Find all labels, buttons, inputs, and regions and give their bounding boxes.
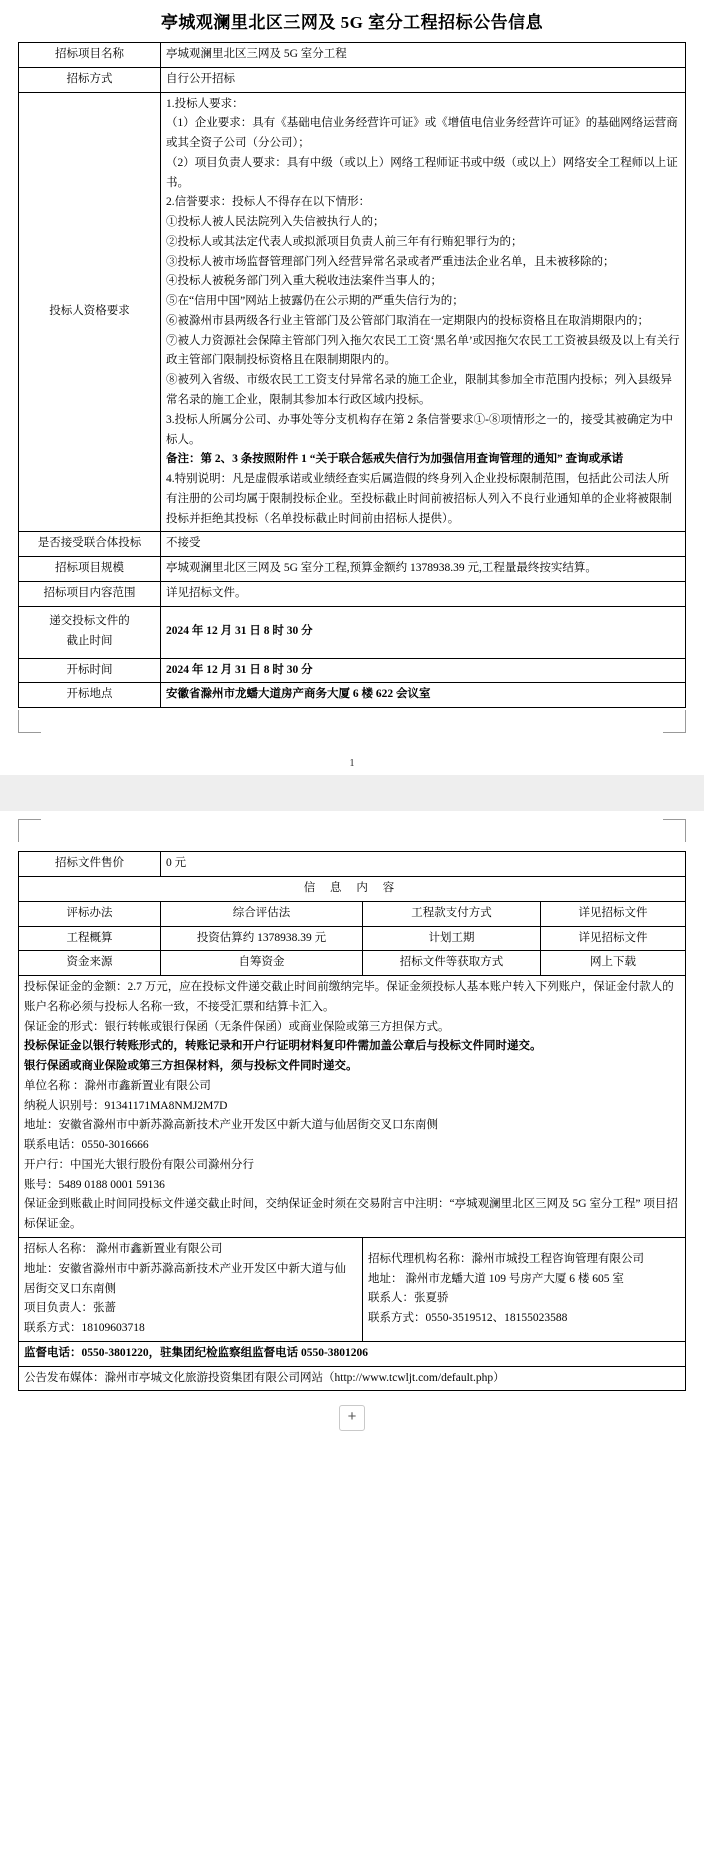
row-label: 开标时间 — [19, 658, 161, 683]
qualification-paragraph: ④投标人被税务部门列入重大税收违法案件当事人的； — [166, 275, 442, 288]
qualification-paragraph: ⑤在“信用中国”网站上披露仍在公示期的严重失信行为的； — [166, 295, 464, 308]
tenderer-line: 项目负责人：张蔷 — [24, 1302, 116, 1315]
qualification-paragraph: ②投标人或其法定代表人或拟派项目负责人前三年有行贿犯罪行为的； — [166, 235, 523, 248]
row-label: 招标项目内容范围 — [19, 581, 161, 606]
table-body-bottom — [19, 852, 686, 1391]
deadline-label-line1: 递交投标文件的 — [49, 615, 130, 628]
deadline-value: 2024 年 12 月 31 日 8 时 30 分 — [161, 606, 686, 658]
page-2 — [0, 811, 704, 1431]
table-row — [19, 901, 686, 926]
qualification-paragraph: （2）项目负责人要求：具有中级（或以上）网络工程师证书或中级（或以上）网络安全工程师以上证书。 — [166, 156, 678, 189]
table-row-supervision — [19, 1341, 686, 1366]
table-row-contacts — [19, 1237, 686, 1341]
tenderer-line: 联系方式：18109603718 — [24, 1322, 145, 1335]
row-label: 招标文件售价 — [19, 852, 161, 877]
row-value: 安徽省滁州市龙蟠大道房产商务大厦 6 楼 622 会议室 — [161, 683, 686, 708]
table-row-deadline — [19, 606, 686, 658]
agency-info — [363, 1237, 686, 1341]
page-title: 亭城观澜里北区三网及 5G 室分工程招标公告信息 — [160, 13, 544, 32]
table-row — [19, 581, 686, 606]
row-label: 开标地点 — [19, 683, 161, 708]
supervision-phone: 监督电话：0550-3801220，驻集团纪检监察组监督电话 0550-3801206 — [19, 1341, 686, 1366]
grid-label-2: 计划工期 — [363, 926, 541, 951]
table-row-deposit — [19, 976, 686, 1238]
page-1 — [0, 0, 704, 775]
publication-media: 公告发布媒体：滁州市亭城文化旅游投资集团有限公司网站（http://www.tcwljt.com/default.php） — [19, 1366, 686, 1391]
row-label: 招标项目规模 — [19, 557, 161, 582]
grid-value-2: 网上下载 — [541, 951, 686, 976]
agency-line: 联系人：张夏骄 — [368, 1292, 449, 1305]
qualification-paragraph: 2.信誉要求：投标人不得存在以下情形： — [166, 196, 371, 209]
crop-marks-top-page2 — [0, 811, 704, 851]
deposit-paragraph: 地址：安徽省滁州市中新苏滁高新技术产业开发区中新大道与仙居街交叉口东南侧 — [24, 1119, 438, 1132]
grid-value-2: 详见招标文件 — [541, 926, 686, 951]
table-row — [19, 951, 686, 976]
crop-mark-bottom-right — [663, 710, 686, 733]
row-value: 亭城观澜里北区三网及 5G 室分工程,预算金额约 1378938.39 元,工程量最终按实结算。 — [161, 557, 686, 582]
deposit-paragraph: 保证金的形式：银行转帐或银行保函（无条件保函）或商业保险或第三方担保方式。 — [24, 1020, 450, 1033]
table-row-media — [19, 1366, 686, 1391]
deposit-paragraph: 保证金到账截止时间同投标文件递交截止时间，交纳保证金时须在交易附言中注明：“亭城观澜里北区三网及 5G 室分工程” 项目招标保证金。 — [24, 1198, 678, 1231]
agency-line: 联系方式：0550-3519512、18155023588 — [368, 1312, 568, 1325]
row-label: 是否接受联合体投标 — [19, 532, 161, 557]
table-row-sale-price — [19, 852, 686, 877]
crop-mark-top-left — [18, 819, 41, 842]
table-row-qualification — [19, 92, 686, 532]
crop-mark-bottom-left — [18, 710, 41, 733]
table-row — [19, 43, 686, 68]
agency-line: 地址： 滁州市龙蟠大道 109 号房产大厦 6 楼 605 室 — [368, 1272, 624, 1285]
tender-info-table-part2 — [18, 851, 686, 1391]
agency-line: 招标代理机构名称：滁州市城投工程咨询管理有限公司 — [368, 1252, 644, 1265]
deposit-info — [19, 976, 686, 1238]
grid-label-2: 工程款支付方式 — [363, 901, 541, 926]
info-content-header: 信 息 内 容 — [19, 876, 686, 901]
table-row-info-header — [19, 876, 686, 901]
deposit-paragraph: 联系电话：0550-3016666 — [24, 1139, 149, 1152]
row-value: 自行公开招标 — [161, 67, 686, 92]
qualification-paragraph: 备注：第 2、3 条按照附件 1 “关于联合惩戒失信行为加强信用查询管理的通知” 查询或承诺 — [166, 453, 624, 466]
qualification-paragraph: ⑧被列入省级、市级农民工工资支付异常名录的施工企业，限制其参加全市范围内投标；列入县级异常名录的施工企业，限制其参加本行政区域内投标。 — [166, 374, 672, 407]
deposit-paragraph: 单位名称 ：滁州市鑫新置业有限公司 — [24, 1079, 211, 1092]
row-value: 亭城观澜里北区三网及 5G 室分工程 — [161, 43, 686, 68]
qualification-paragraph: 1.投标人要求： — [166, 97, 244, 110]
grid-label-1: 评标办法 — [19, 901, 161, 926]
add-page-button[interactable]: + — [339, 1405, 365, 1431]
deposit-paragraph: 投标保证金以银行转账形式的，转账记录和开户行证明材料复印件需加盖公章后与投标文件同时递交。 — [24, 1040, 542, 1053]
row-label: 招标方式 — [19, 67, 161, 92]
tenderer-info — [19, 1237, 363, 1341]
tenderer-line: 招标人名称： 滁州市鑫新置业有限公司 — [24, 1242, 223, 1255]
deposit-paragraph: 账号：5489 0188 0001 59136 — [24, 1178, 165, 1191]
table-row — [19, 658, 686, 683]
crop-marks-bottom-page1 — [0, 708, 704, 744]
table-row — [19, 926, 686, 951]
grid-value-1: 自筹资金 — [161, 951, 363, 976]
grid-value-1: 综合评估法 — [161, 901, 363, 926]
deposit-paragraph: 投标保证金的金额：2.7 万元，应在投标文件递交截止时间前缴纳完毕。保证金须投标人基本账户转入下列账户，保证金付款人的账户名称必须与投标人名称一致，不接受汇票和结算卡汇入。 — [24, 981, 674, 1013]
tender-info-table-part1 — [18, 42, 686, 708]
qualification-content — [161, 92, 686, 532]
grid-label-1: 资金来源 — [19, 951, 161, 976]
table-row — [19, 557, 686, 582]
qualification-paragraph: ⑥被滁州市县两级各行业主管部门及公管部门取消在一定期限内的投标资格且在取消期限内的； — [166, 314, 649, 327]
deadline-label-line2: 截止时间 — [66, 635, 113, 648]
grid-value-1: 投资估算约 1378938.39 元 — [161, 926, 363, 951]
row-value: 0 元 — [161, 852, 686, 877]
row-label: 招标项目名称 — [19, 43, 161, 68]
table-row — [19, 67, 686, 92]
table-row — [19, 532, 686, 557]
deposit-paragraph: 开户行：中国光大银行股份有限公司滁州分行 — [24, 1158, 254, 1171]
page-break-gap — [0, 775, 704, 811]
row-value: 详见招标文件。 — [161, 581, 686, 606]
deadline-label — [19, 606, 161, 658]
crop-mark-top-right — [663, 819, 686, 842]
grid-label-1: 工程概算 — [19, 926, 161, 951]
qualification-paragraph: 3.投标人所属分公司、办事处等分支机构存在第 2 条信誉要求①-⑧项情形之一的，接受其被确定为中标人。 — [166, 413, 673, 446]
qualification-paragraph: ⑦被人力资源社会保障主管部门列入拖欠农民工工资‘黑名单’或因拖欠农民工工资被县级及以上有关行政主管部门限制投标资格且在限制期限内的。 — [166, 334, 680, 367]
row-value: 不接受 — [161, 532, 686, 557]
qualification-label: 投标人资格要求 — [19, 92, 161, 532]
grid-label-2: 招标文件等获取方式 — [363, 951, 541, 976]
table-body-top — [19, 43, 686, 708]
grid-value-2: 详见招标文件 — [541, 901, 686, 926]
row-value: 2024 年 12 月 31 日 8 时 30 分 — [161, 658, 686, 683]
qualification-paragraph: ③投标人被市场监督管理部门列入经营异常名录或者严重违法企业名单，且未被移除的； — [166, 255, 615, 268]
table-row — [19, 683, 686, 708]
page-number: 1 — [349, 758, 355, 770]
deposit-paragraph: 银行保函或商业保险或第三方担保材料，须与投标文件同时递交。 — [24, 1060, 358, 1073]
deposit-paragraph: 纳税人识别号：91341171MA8NMJ2M7D — [24, 1099, 228, 1112]
qualification-paragraph: ①投标人被人民法院列入失信被执行人的； — [166, 216, 385, 229]
qualification-paragraph: （1）企业要求：具有《基础电信业务经营许可证》或《增值电信业务经营许可证》的基础网络运营商或其全资子公司（分公司）； — [166, 117, 678, 150]
tenderer-line: 地址：安徽省滁州市中新苏滁高新技术产业开发区中新大道与仙居街交叉口东南侧 — [24, 1262, 346, 1295]
qualification-paragraph: 4.特别说明：凡是虚假承诺或业绩经查实后属造假的终身列入企业投标限制范围，包括此公司法人所有注册的公司均属于限制投标企业。至投标截止时间前被招标人列入不良行业通知单的企业将被限制投标并拒绝其投标（名单投标截止时间前由招标人提供）。 — [166, 473, 672, 525]
